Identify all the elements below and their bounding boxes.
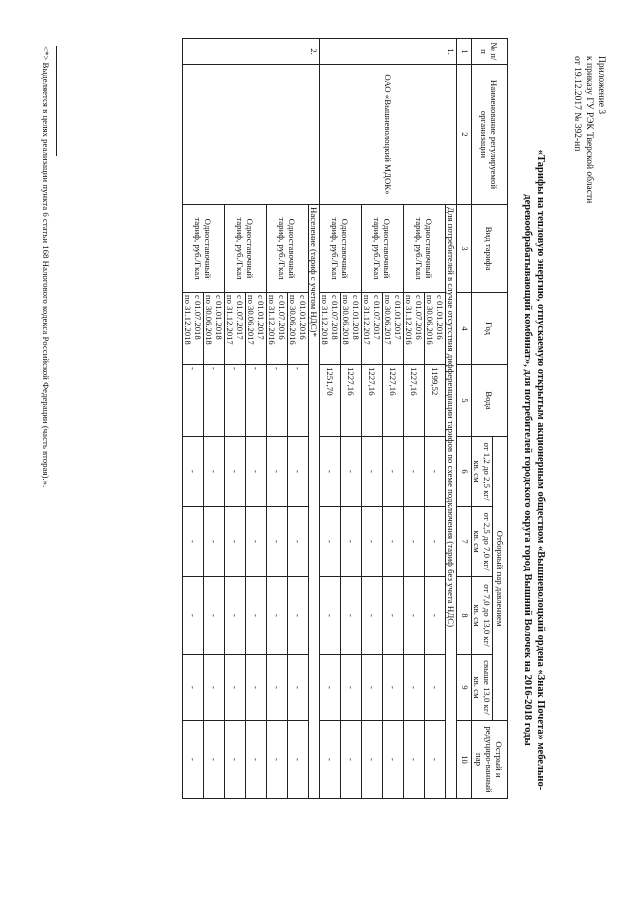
header-sharp-steam: Острый и редуциро-ванный пар [472, 721, 508, 799]
steam-1-tariff: - [267, 437, 288, 507]
header-num: № п/ п [472, 39, 508, 65]
col-number: 9 [457, 655, 472, 721]
steam-1-tariff: - [288, 437, 309, 507]
water-tariff: - [204, 365, 225, 437]
steam-4-tariff: - [183, 655, 204, 721]
header-steam-1: от 1,2 до 2,5 кг/кв. см [472, 437, 493, 507]
sharp-steam-tariff: - [246, 721, 267, 799]
steam-1-tariff: - [425, 437, 446, 507]
period-cell [341, 293, 362, 365]
section-caption-row [446, 39, 457, 799]
footnote-text: <*> Выделяется в целях реализации пункта 6 статьи 168 Налогового кодекса Российской Федерации (часть вторая).». [41, 46, 51, 488]
header-water: Вода [472, 365, 508, 437]
steam-4-tariff: - [320, 655, 341, 721]
steam-3-tariff: - [320, 577, 341, 655]
steam-4-tariff: - [288, 655, 309, 721]
steam-3-tariff: - [267, 577, 288, 655]
col-number: 1 [457, 39, 472, 65]
col-number: 3 [457, 205, 472, 293]
period-cell [225, 293, 246, 365]
appendix-line-2: к приказу ГУ РЭК Тверской области [584, 56, 594, 204]
steam-2-tariff: - [267, 507, 288, 577]
col-number: 7 [457, 507, 472, 577]
steam-3-tariff: - [383, 577, 404, 655]
water-tariff: 1199,52 [425, 365, 446, 437]
water-tariff: - [183, 365, 204, 437]
period-from: с 01.07.2017 [372, 295, 382, 340]
tariff-table [182, 38, 508, 799]
steam-3-tariff: - [204, 577, 225, 655]
period-cell [320, 293, 341, 365]
steam-3-tariff: - [183, 577, 204, 655]
steam-4-tariff: - [204, 655, 225, 721]
col-number: 4 [457, 293, 472, 365]
water-tariff: - [246, 365, 267, 437]
period-cell [288, 293, 309, 365]
steam-1-tariff: - [341, 437, 362, 507]
title-line-1: «Тарифы на тепловую энергию, отпускаемую открытым акционерным обществом «Вышневолоцкий ордена «Знак Почета» мебельно- [535, 149, 546, 791]
water-tariff: 1227,16 [383, 365, 404, 437]
period-to: по 31.12.2018 [320, 295, 330, 345]
section-caption-row [309, 39, 320, 799]
steam-1-tariff: - [225, 437, 246, 507]
period-cell [183, 293, 204, 365]
sharp-steam-tariff: - [288, 721, 309, 799]
period-cell [267, 293, 288, 365]
period-to: по 31.12.2016 [404, 295, 414, 345]
steam-4-tariff: - [225, 655, 246, 721]
steam-3-tariff: - [225, 577, 246, 655]
steam-2-tariff: - [341, 507, 362, 577]
steam-1-tariff: - [246, 437, 267, 507]
period-cell [362, 293, 383, 365]
steam-3-tariff: - [246, 577, 267, 655]
period-to: по 30.06.2017 [383, 295, 393, 345]
water-tariff: 1227,16 [362, 365, 383, 437]
steam-1-tariff: - [320, 437, 341, 507]
steam-1-tariff: - [183, 437, 204, 507]
document-title [521, 140, 547, 800]
steam-3-tariff: - [425, 577, 446, 655]
sharp-steam-tariff: - [204, 721, 225, 799]
period-from: с 01.01.2016 [435, 295, 445, 340]
section-number: 1. [320, 39, 457, 65]
period-to: по 30.06.2018 [204, 295, 214, 345]
period-from: с 01.07.2017 [235, 295, 245, 340]
water-tariff: 1227,16 [341, 365, 362, 437]
period-to: по 31.12.2016 [267, 295, 277, 345]
period-cell [204, 293, 225, 365]
water-tariff: - [267, 365, 288, 437]
steam-1-tariff: - [204, 437, 225, 507]
tariff-type: Одноставочный тариф, руб./Гкал [225, 205, 267, 293]
sharp-steam-tariff: - [383, 721, 404, 799]
header-steam-4: свыше 13,0 кг/кв. см [472, 655, 493, 721]
steam-2-tariff: - [183, 507, 204, 577]
section-caption: Население (тариф с учетом НДС)* [309, 205, 320, 799]
period-to: по 30.06.2017 [246, 295, 256, 345]
period-from: с 01.01.2016 [298, 295, 308, 340]
steam-1-tariff: - [383, 437, 404, 507]
title-line-2: деревообрабатывающий комбинат», для потребителей городского округа город Вышний Волочек на 2016-2018 годы [522, 194, 533, 746]
water-tariff: - [288, 365, 309, 437]
steam-2-tariff: - [362, 507, 383, 577]
steam-2-tariff: - [320, 507, 341, 577]
period-from: с 01.07.2018 [193, 295, 203, 340]
header-org: Наименование регулируемой организации [472, 65, 508, 205]
header-year: Год [472, 293, 508, 365]
col-number: 6 [457, 437, 472, 507]
period-cell [246, 293, 267, 365]
steam-1-tariff: - [404, 437, 425, 507]
steam-1-tariff: - [362, 437, 383, 507]
section-number: 2. [183, 39, 320, 65]
period-cell [425, 293, 446, 365]
footnote [41, 46, 51, 487]
steam-3-tariff: - [288, 577, 309, 655]
period-from: с 01.01.2018 [351, 295, 361, 340]
steam-2-tariff: - [204, 507, 225, 577]
period-to: по 30.06.2016 [288, 295, 298, 345]
col-number: 8 [457, 577, 472, 655]
steam-2-tariff: - [425, 507, 446, 577]
appendix-header [571, 56, 607, 256]
period-cell [404, 293, 425, 365]
steam-4-tariff: - [383, 655, 404, 721]
header-steam-group: Отборный пар давлением [493, 437, 508, 721]
period-from: с 01.01.2018 [214, 295, 224, 340]
steam-3-tariff: - [341, 577, 362, 655]
header-steam-2: от 2,5 до 7,0 кг/кв. см [472, 507, 493, 577]
sharp-steam-tariff: - [320, 721, 341, 799]
period-to: по 31.12.2017 [225, 295, 235, 345]
steam-2-tariff: - [404, 507, 425, 577]
period-from: с 01.07.2016 [414, 295, 424, 340]
steam-3-tariff: - [362, 577, 383, 655]
organization-name: ОАО «Вышневолоцкий МДОК» [320, 65, 457, 205]
tariff-type: Одноставочный тариф, руб./Гкал [320, 205, 362, 293]
period-to: по 30.06.2018 [341, 295, 351, 345]
sharp-steam-tariff: - [267, 721, 288, 799]
sharp-steam-tariff: - [425, 721, 446, 799]
sharp-steam-tariff: - [225, 721, 246, 799]
sharp-steam-tariff: - [183, 721, 204, 799]
period-from: с 01.07.2018 [330, 295, 340, 340]
footnote-divider [56, 46, 57, 156]
steam-4-tariff: - [404, 655, 425, 721]
period-to: по 31.12.2018 [183, 295, 193, 345]
steam-4-tariff: - [425, 655, 446, 721]
steam-2-tariff: - [383, 507, 404, 577]
col-number: 10 [457, 721, 472, 799]
tariff-type: Одноставочный тариф, руб./Гкал [267, 205, 309, 293]
water-tariff: - [225, 365, 246, 437]
steam-4-tariff: - [362, 655, 383, 721]
tariff-type: Одноставочный тариф, руб./Гкал [404, 205, 446, 293]
steam-2-tariff: - [288, 507, 309, 577]
steam-4-tariff: - [246, 655, 267, 721]
appendix-line-3: от 19.12.2017 № 392-нп [572, 56, 582, 152]
sharp-steam-tariff: - [362, 721, 383, 799]
tariff-type: Одноставочный тариф, руб./Гкал [362, 205, 404, 293]
period-to: по 30.06.2016 [425, 295, 435, 345]
period-cell [383, 293, 404, 365]
section-caption: Для потребителей в случае отсутствия дифференциации тарифов по схеме подключения (тариф без учета НДС) [446, 205, 457, 799]
period-from: с 01.01.2017 [393, 295, 403, 340]
water-tariff: 1227,16 [404, 365, 425, 437]
header-steam-3: от 7,0 до 13,0 кг/кв. см [472, 577, 493, 655]
header-tariff-type: Вид тарифа [472, 205, 508, 293]
period-to: по 31.12.2017 [362, 295, 372, 345]
col-number: 2 [457, 65, 472, 205]
steam-4-tariff: - [267, 655, 288, 721]
steam-3-tariff: - [404, 577, 425, 655]
organization-name-empty [183, 65, 320, 205]
steam-4-tariff: - [341, 655, 362, 721]
water-tariff: 1251,70 [320, 365, 341, 437]
sharp-steam-tariff: - [341, 721, 362, 799]
appendix-line-1: Приложение 3 [596, 56, 606, 115]
steam-2-tariff: - [225, 507, 246, 577]
steam-2-tariff: - [246, 507, 267, 577]
sharp-steam-tariff: - [404, 721, 425, 799]
period-from: с 01.07.2016 [277, 295, 287, 340]
period-from: с 01.01.2017 [256, 295, 266, 340]
tariff-type: Одноставочный тариф, руб./Гкал [183, 205, 225, 293]
col-number: 5 [457, 365, 472, 437]
table-body [183, 39, 457, 799]
